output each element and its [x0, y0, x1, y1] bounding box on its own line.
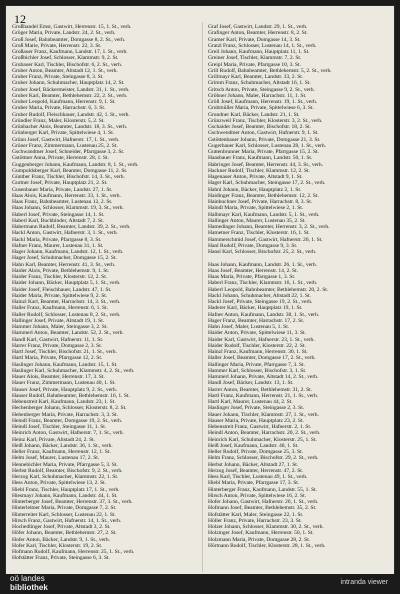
directory-entry: Gusenbauer Maria, Private, Landstr. 27, 1. St.: [12, 186, 113, 193]
directory-entry: Gruber Johann, Schuhmacher, Hauptplatz 14, 2. St.: [12, 80, 125, 87]
directory-entry: Haas Josef, Beamter, Herrenstr. 14, 2. St.: [208, 267, 298, 274]
directory-entry: Hiebl Maria, Private, Pfarrgasse 17, 3. St.: [208, 480, 300, 487]
directory-entry: Hammerl Anton, Beamter, Landstr. 52, 2. St., verh.: [12, 330, 124, 337]
viewer-label[interactable]: intranda viewer: [340, 579, 388, 586]
directory-entry: Gugerbauer Karl, Schlosser, Lustenau 28, 1. St., verh.: [208, 142, 326, 149]
directory-entry: Grill Rudolf, Bahnbeamter, Bethlehemstr. 5, 2. St., verh.: [208, 67, 332, 74]
directory-entry: Haller Rudolf, Schlosser, Lustenau 8, 2. St., verh.: [12, 311, 121, 318]
directory-entry: Hartl Maria, Private, Pfarrgasse 12, 2. St.: [12, 355, 103, 362]
directory-entry: Gruber Anton, Beamter, Altstadt 12, 1. St., verh.: [12, 67, 118, 74]
directory-entry: Helm Josef, Maurer, Lustenau 17, 2. St.: [12, 455, 100, 462]
directory-entry: Hauser Maria, Private, Hauptplatz 23, 2. St.: [208, 417, 304, 424]
directory-entry: Gruber Josef, Bäckermeister, Landstr. 31, 1. St., verh.: [12, 86, 130, 93]
directory-entry: Hallinger Josef, Private, Altstadt 19, 1. St.: [12, 317, 105, 324]
directory-entry: Graf Josef, Gastwirt, Landstr. 29, 1. St., verh.: [208, 24, 308, 30]
directory-entry: Hackl Anton, Gastwirt, Hafnerstr. 3, 1. St., verh.: [12, 230, 118, 237]
directory-entry: Höller Franz, Private, Harrachstr. 23, 3. St.: [208, 517, 302, 524]
directory-entry: Haider Franz, Tischler, Klosterstr. 12, 2. St.: [12, 274, 108, 280]
directory-entry: Günther Franz, Tischler, Bischofstr. 14, 3. St., verh.: [12, 174, 125, 180]
directory-entry: Haas Alois, Kaufmann, Herrenstr. 33, 1. St., verh.: [12, 192, 121, 199]
directory-entry: Grubmüller Maria, Private, Spittelwiese 6, 3. St.: [208, 105, 314, 112]
directory-entry: Heindl Josef, Tischler, Steingasse 11, 1. St.: [12, 424, 107, 430]
directory-entry: Hartl Karl, Maurer, Lustenau 44, 2. St.: [208, 399, 293, 405]
directory-entry: Gruber Karl, Beamter, Bethlehemstr. 22, 2. St., verh.: [12, 92, 128, 99]
directory-entry: Hofmann Josef, Beamter, Bethlehemstr. 35, 2. St.: [208, 505, 317, 512]
directory-entry: Guttenbrunner Maria, Private, Pfarrgasse 15, 2. St.: [208, 149, 319, 155]
directory-entry: Haslinger Karl, Schuhmacher, Klammstr. 4, 2. St., verh.: [12, 367, 135, 374]
directory-entry: Harrer Anton, Beamter, Bethlehemstr. 31, 2. St.: [208, 386, 312, 393]
directory-entry: Hofstätter Karl, Maler, Steingasse 22, 1. St.: [208, 511, 304, 518]
directory-entry: Großauer Franz, Kaufmann, Landstr. 17, 1. St., verh.: [12, 49, 128, 55]
directory-entry: Gruber Maria, Private, Harrachstr. 6, 3. St.: [12, 105, 106, 112]
directory-entry: Haberl Leopold, Bahnbeamter, Bethlehemstr. 20, 2. St.: [208, 286, 329, 293]
directory-entry: Haas Maria, Private, Pfarrgasse 1, 3. St.: [208, 274, 296, 280]
directory-entry: Hebenstreit Franz, Gastwirt, Hafnerstr. 2, 1. St.: [208, 424, 312, 430]
directory-entry: Höfer Johann, Beamter, Bethlehemstr. 27, 2. St.: [12, 530, 117, 537]
logo-line-2: bibliothek: [10, 582, 48, 592]
directory-entry: Grundner Karl, Bäcker, Landstr. 21, 1. St.: [208, 111, 300, 118]
directory-entry: Handl Josef, Bäcker, Landstr. 13, 1. St.: [208, 380, 294, 387]
directory-entry: Haider Johann, Bäcker, Hauptplatz 5, 1. St., verh.: [12, 280, 121, 287]
viewer-footer: [0, 574, 400, 594]
directory-entry: Hochedlinger Josef, Private, Altstadt 3, 2. St.: [12, 524, 111, 530]
directory-entry: Gschaider Josef, Beamter, Bischofstr. 18, 2. St.: [208, 124, 312, 130]
directory-entry: Grafinger Anton, Beamter, Herrenstr. 8, 2. St.: [208, 30, 308, 37]
directory-entry: Hallinger Maria, Private, Pfarrgasse 7, 3. St.: [208, 361, 305, 368]
page-number: 12: [14, 12, 26, 26]
scanned-page: [6, 6, 394, 574]
directory-entry: Hinterberger Josef, Beamter, Herrenstr. 37, 3. St., verh.: [12, 499, 133, 505]
directory-entry: Halbmayr Karl, Kaufmann, Landstr. 5, 1. St., verh.: [208, 211, 320, 218]
directory-entry: Grünzweil Franz, Tischler, Klosterstr. 3, 2. St., verh.: [208, 117, 323, 124]
directory-entry: Hofmann Rudolf, Kaufmann, Herrenstr. 25, 1. St., verh.: [12, 549, 135, 555]
directory-entry: Hess Anton, Private, Spittelwiese 13, 2. St.: [12, 480, 106, 487]
directory-entry: Gritsch Anton, Private, Steingasse 9, 2. St., verh.: [208, 86, 315, 93]
directory-entry: Gründler Franz, Maler, Klosterstr. 5, 2. St.: [12, 117, 105, 124]
directory-entry: Hiesmayr Johann, Kaufmann, Landstr. 44, 1. St.: [12, 492, 118, 499]
directory-entry: Hofer Johann, Gastwirt, Hafnerstr. 26, 1. St., verh.: [208, 499, 319, 505]
directory-entry: Haller Josef, Beamter, Domgasse 17, 2. St., verh.: [208, 355, 316, 362]
directory-entry: Heindl Anton, Beamter, Harrachstr. 20, 2. St., verh.: [208, 430, 321, 437]
directory-entry: Hehenberger Maria, Private, Harrachstr. 3, 3. St.: [12, 411, 118, 418]
directory-entry: Grünberger Karl, Private, Spittelwiese 4, 1. St.: [12, 130, 115, 137]
directory-entry: Großhandel Ernst, Gastwirt, Herrenstr. 15, 1. St., verh.: [12, 24, 132, 30]
directory-entry: Gruber Leopold, Kaufmann, Herrenstr. 9, 1. St.: [12, 99, 116, 105]
directory-entry: Haas Johann, Kaufmann, Landstr. 26, 1. St., verh.: [208, 261, 317, 268]
directory-entry: Haberl Franz, Tischler, Klammstr. 16, 1. St., verh.: [208, 280, 318, 287]
directory-entry: Harrer Franz, Private, Domgasse 2, 3. St.: [12, 342, 103, 349]
directory-entry: Hahn Karl, Beamter, Herrenstr. 41, 3. St., verh.: [12, 261, 116, 268]
directory-entry: Hauer Alois, Beamter, Herrenstr. 17, 3. St.: [12, 374, 105, 380]
directory-entry: Gschwendtner Anton, Gastwirt, Hafnerstr. 9, 1. St.: [208, 130, 319, 137]
directory-entry: Groß Marie, Private, Herrenstr. 22, 3. St.: [12, 42, 102, 49]
directory-entry: Hofer Anton, Bäcker, Landstr. 9, 1. St., verh.: [12, 536, 110, 543]
directory-entry: Heller Franz, Kaufmann, Herrenstr. 12, 1. St.: [12, 449, 111, 455]
directory-entry: Hartl Franz, Kaufmann, Herrenstr. 21, 1. St., verh.: [208, 392, 319, 399]
directory-entry: Haas Franz, Bahnbeamter, Lustenau 12, 2. St.: [12, 199, 113, 205]
directory-entry: Guggenberger Johann, Kaufmann, Landstr. 8, 1. St., verh.: [12, 161, 139, 168]
directory-entry: Heinrich Anton, Gastwirt, Hafnerstr. 7, 1. St., verh.: [12, 430, 124, 437]
directory-entry: Gröll Josef, Kaufmann, Herrenstr. 19, 1. St., verh.: [208, 99, 318, 105]
logo-line-1: oö landes: [10, 574, 45, 583]
directory-entry: Heindl Franz, Beamter, Domgasse 19, 2. St., verh.: [12, 417, 123, 424]
directory-entry: Gruber Rudolf, Fleischhauer, Landstr. 42, 1. St., verh.: [12, 111, 130, 118]
directory-entry: Herzog Karl, Schuhmacher, Klammstr. 22, 1. St.: [12, 474, 119, 480]
directory-entry: Hafner Anton, Kaufmann, Landstr. 38, 1. St., verh.: [208, 311, 320, 318]
directory-entry: Hauser Josef, Private, Hauptplatz 9, 2. St., verh.: [12, 386, 118, 393]
directory-entry: Handl Karl, Gastwirt, Hafnerstr. 11, 1. St.: [12, 336, 104, 343]
directory-entry: Hartl Josef, Tischler, Bischofstr. 21, 1. St., verh.: [12, 349, 117, 355]
directory-entry: Hainzl Karl, Beamter, Harrachstr. 14, 3. St., verh.: [12, 299, 121, 305]
directory-entry: Hebenstreit Karl, Kaufmann, Landstr. 23, 1. St.: [12, 399, 116, 405]
directory-entry: Hainbuchner Josef, Private, Harrachstr. 8, 3. St.: [208, 199, 313, 205]
directory-entry: Heller Rudolf, Private, Domgasse 25, 3. St.: [208, 449, 303, 455]
directory-entry: Helm Franz, Schlosser, Bischofstr. 29, 2. St., verh.: [208, 455, 319, 462]
directory-entry: Greil Johann, Kaufmann, Hauptplatz 11, 1. St.: [208, 49, 310, 55]
directory-entry: Hennebichler Maria, Private, Pfarrgasse 5, 3. St.: [12, 461, 118, 468]
directory-entry: Hofstätter Franz, Private, Steingasse 6, 3. St.: [12, 555, 110, 562]
column-divider: [202, 22, 203, 572]
directory-entry: Hofer Karl, Tischler, Klosterstr. 19, 2. St.: [12, 542, 103, 549]
directory-entry: Gstöttner Anna, Private, Herrenstr. 28, 1. St.: [12, 155, 109, 162]
directory-entry: Haider Maria, Private, Spittelwiese 9, 2. St.: [12, 292, 108, 299]
directory-entry: Hörmann Rudolf, Tischler, Klosterstr. 28, 1. St., verh.: [208, 542, 326, 549]
directory-entry: Haberl Karl, Buchbinder, Altstadt 7, 2. St.: [12, 217, 104, 224]
directory-entry: Hager Johann, Kaufmann, Landstr. 12, 1. St., verh.: [12, 249, 124, 255]
directory-entry: Heiß Johann, Bäcker, Landstr. 36, 1. St., verh.: [12, 442, 113, 449]
directory-entry: Hinterreiter Karl, Schlosser, Lustenau 22, 1. St.: [12, 511, 116, 518]
directory-entry: Holzinger Josef, Kaufmann, Herrenstr. 50, 1. St.: [208, 530, 314, 537]
directory-entry: Hammerl Johann, Private, Altstadt 14, 2. St., verh.: [208, 374, 319, 380]
directory-entry: Hauser Rudolf, Bahnbeamter, Bethlehemstr. 16, 1. St.: [12, 392, 130, 399]
directory-entry: Groß Josef, Bahnbeamter, Domgasse 8, 2. St., verh.: [12, 36, 126, 43]
directory-entry: Hechenberger Johann, Schlosser, Klosterstr. 8, 2. St.: [12, 405, 127, 412]
directory-entry: Haider Josef, Fleischhauer, Landstr. 47, 1. St.: [12, 286, 112, 293]
directory-entry: Hess Karl, Tischler, Lustenau 49, 1. St., verh.: [208, 474, 308, 480]
directory-entry: Gramer Karl, Private, Domgasse 14, 3. St.: [208, 36, 301, 43]
directory-entry: Grünbacher Alois, Beamter, Landstr. 18, 3. St., verh.: [12, 124, 128, 130]
directory-entry: Haider Karl, Gastwirt, Hafnerstr. 23, 1. St., verh.: [208, 336, 315, 343]
directory-entry: Hinterberger Franz, Kaufmann, Landstr. 55, 1. St.: [208, 486, 317, 493]
directory-entry: Hackner Rudolf, Tischler, Klammstr. 12, 2. St.: [208, 167, 310, 174]
directory-entry: Haider Alois, Private, Bethlehemstr. 9, 1. St.: [12, 267, 110, 274]
directory-entry: Hackl Josef, Private, Steingasse 19, 2. St., verh.: [208, 299, 313, 305]
directory-entry: Hirsch Franz, Gastwirt, Hafnerstr. 14, 1. St., verh.: [12, 517, 122, 524]
directory-entry: Hammerschmid Josef, Gastwirt, Hafnerstr. 20, 1. St.: [208, 236, 323, 243]
directory-entry: Hager Franz, Beamter, Harrachstr. 17, 2. St.: [208, 317, 305, 324]
directory-entry: Hackl Maria, Private, Pfarrgasse 8, 3. St.: [12, 236, 102, 243]
directory-entry: Hamedinger Johann, Beamter, Herrenstr. 3, 2. St., verh.: [208, 224, 330, 230]
directory-entry: Hinterleitner Maria, Private, Domgasse 7, 2. St.: [12, 505, 117, 512]
directory-entry: Grimm Franz, Schuhmacher, Altstadt 16, 1. St.: [208, 80, 311, 87]
directory-entry: Grubauer Karl, Tischler, Bischofstr. 6, 2. St., verh.: [12, 61, 123, 68]
directory-column-right: [208, 24, 392, 549]
directory-entry: Hager Karl, Schuhmacher, Steingasse 17, 2. St., verh.: [208, 180, 326, 187]
directory-entry: Greiner Josef, Tischler, Klammstr. 7, 2. St.: [208, 55, 302, 62]
directory-entry: Greipl Maria, Private, Pfarrgasse 10, 3. St.: [208, 61, 301, 68]
directory-entry: Gurtner Josef, Private, Hauptplatz 21, 2. St.: [12, 180, 108, 187]
directory-entry: Gschwandtner Josef, Schneider, Pfarrgasse 3, 2. St.: [12, 149, 125, 155]
directory-entry: Haller Franz, Kaufmann, Herrenstr. 6, 1. St.: [12, 305, 108, 312]
directory-entry: Haasbauer Franz, Kaufmann, Landstr. 50, 1. St.: [208, 155, 313, 162]
directory-entry: Haslinger Johann, Kaufmann, Landstr. 15, 1. St.: [12, 361, 118, 368]
directory-entry: Grüner Franz, Zimmermann, Lustenau 25, 2. St.: [12, 142, 118, 149]
directory-entry: Haider Anton, Private, Spittelwiese 11, 3. St.: [208, 330, 307, 337]
directory-entry: Habringer Josef, Beamter, Herrenstr. 44, 3. St., verh.: [208, 161, 323, 168]
directory-entry: Grillmayr Karl, Beamter, Landstr. 33, 2. St.: [208, 74, 304, 80]
directory-entry: Heinz Karl, Private, Altstadt 24, 2. St.: [12, 436, 95, 443]
directory-entry: Heiß Josef, Kaufmann, Landstr. 48, 1. St.: [208, 442, 299, 449]
directory-entry: Gratzl Franz, Schlosser, Lustenau 14, 1. St., verh.: [208, 42, 317, 49]
directory-entry: Haider Rudolf, Tischler, Klosterstr. 22, 2. St.: [208, 342, 306, 349]
directory-entry: Haderer Karl, Bäcker, Hauptplatz 19, 1. St.: [208, 305, 303, 312]
directory-entry: Hammer Johann, Maler, Steingasse 3, 2. St.: [12, 324, 108, 330]
directory-entry: Herzog Josef, Beamter, Herrenstr. 47, 2. St.: [208, 467, 304, 474]
directory-entry: Haas Johann, Schlosser, Klammstr. 19, 3. St., verh.: [12, 205, 124, 212]
directory-entry: Gruber Franz, Private, Steingasse 8, 3. St.: [12, 74, 104, 80]
directory-entry: Hiebl Franz, Tischler, Hauptplatz 17, 1. St., verh.: [12, 486, 120, 493]
directory-entry: Gumpoldsberger Karl, Beamter, Domgasse 11, 2. St.: [12, 167, 128, 174]
directory-entry: Holzer Johann, Schlosser, Klammstr. 30, 2. St., verh.: [208, 524, 324, 530]
directory-entry: Hauer Johann, Tischler, Klammstr. 27, 1. St., verh.: [208, 411, 319, 418]
directory-entry: Haberl Josef, Private, Steingasse 14, 1. St.: [12, 211, 105, 218]
directory-entry: Holzmann Maria, Private, Domgasse 28, 2. St.: [208, 536, 311, 543]
directory-entry: Hammer Karl, Schlosser, Bischofstr. 3, 1. St.: [208, 367, 307, 374]
directory-entry: Hanl Rudolf, Private, Domgasse 9, 3. St.: [208, 242, 298, 249]
directory-entry: Hafner Franz, Maurer, Lustenau 31, 1. St.: [12, 242, 104, 249]
directory-column-left: [12, 24, 196, 562]
directory-entry: Grünn Josef, Gastwirt, Hafnerstr. 17, 1. St., verh.: [12, 136, 120, 143]
directory-entry: Hahnl Johann, Bäcker, Hauptplatz 2, 1. St.: [208, 186, 302, 193]
directory-entry: Großbichler Josef, Schlosser, Klammstr. 9, 2. St.: [12, 55, 119, 62]
directory-entry: Heinrich Karl, Schuhmacher, Klosterstr. 25, 1. St.: [208, 436, 317, 443]
directory-entry: Habermann Rudolf, Beamter, Landstr. 39, 2. St., verh.: [12, 224, 131, 230]
directory-entry: Hager Josef, Schuhmacher, Domgasse 15, 2. St.: [12, 255, 117, 262]
directory-entry: Hagenauer Anton, Private, Altstadt 9, 1. St.: [208, 174, 303, 180]
directory-entry: Hainzl Franz, Kaufmann, Herrenstr. 30, 1. St.: [208, 349, 308, 355]
directory-entry: Hirsch Anton, Private, Spittelwiese 16, 2. St.: [208, 492, 306, 499]
directory-entry: Hahn Josef, Maler, Lustenau 5, 1. St.: [208, 324, 290, 330]
directory-entry: Hametner Franz, Tischler, Klosterstr. 16, 1. St.: [208, 230, 310, 237]
directory-entry: Gröger Maria, Private, Landstr. 24, 2. St., verh.: [12, 30, 116, 37]
directory-entry: Gstöttenbauer Johann, Private, Domgasse 21, 3. St.: [208, 136, 321, 143]
directory-entry: Hallinger Anton, Maurer, Lustenau 35, 2. St.: [208, 217, 306, 224]
directory-entry: Herbst Rudolf, Beamter, Bischofstr. 9, 2. St., verh.: [12, 467, 123, 474]
directory-entry: Gröbner Johann, Maler, Harrachstr. 11, 1. St.: [208, 92, 307, 99]
directory-entry: Haidinger Franz, Beamter, Bethlehemstr. 12, 2. St.: [208, 192, 319, 199]
directory-entry: Haslinger Josef, Private, Steingasse 2, 3. St.: [208, 405, 305, 412]
directory-entry: Haindl Maria, Private, Spittelwiese 2, 1. St.: [208, 205, 304, 212]
directory-entry: Hauer Franz, Zimmermann, Lustenau 40, 1. St.: [12, 380, 116, 387]
directory-entry: Hansl Karl, Schlosser, Bischofstr. 25, 2. St., verh.: [208, 249, 317, 255]
directory-entry: Hackl Johann, Schuhmacher, Altstadt 22, 1. St.: [208, 292, 311, 299]
directory-entry: Herbst Johann, Bäcker, Altstadt 27, 1. St.: [208, 461, 299, 468]
library-logo[interactable]: [10, 575, 48, 592]
